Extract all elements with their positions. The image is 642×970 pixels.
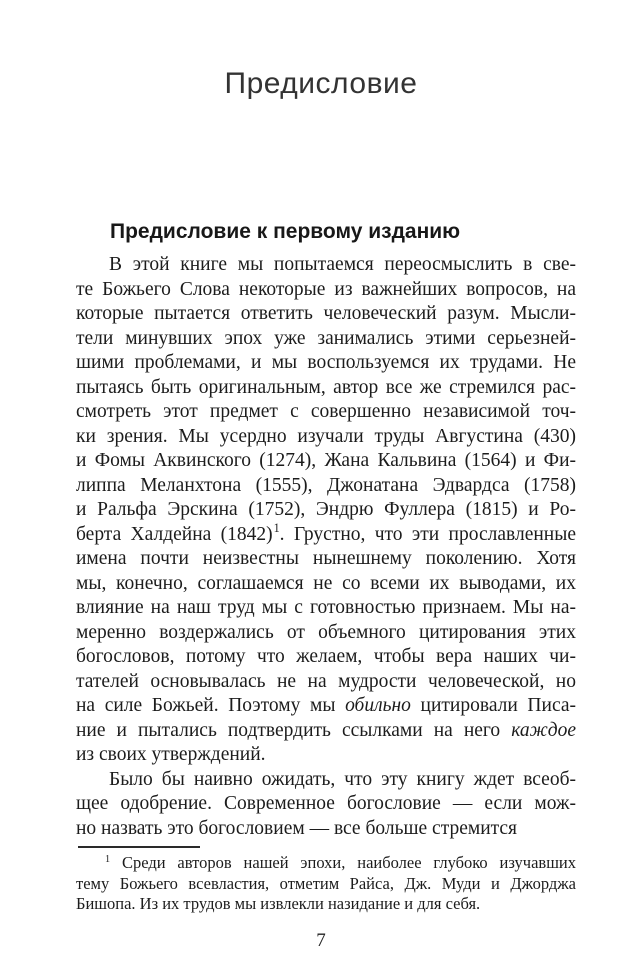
text-line: имена почти неизвестны нынешнему поколению. Хотя	[76, 548, 576, 569]
text-line: на силе Божьей. Поэтому мы обильно цитировали Писа-	[76, 695, 576, 716]
text-line: смотреть этот предмет с совершенно независимой точ-	[76, 401, 576, 422]
footnote	[76, 853, 576, 915]
text-line: мы, конечно, соглашаемся не со всеми их выводами, их	[76, 572, 576, 594]
text-line: пытаясь быть оригинальным, автор все же стремился рас-	[76, 376, 576, 398]
text-line: ние и пытались подтвердить ссылками на него каждое	[76, 719, 576, 741]
text-line: тателей основывалась не на мудрости человеческой, но	[76, 670, 576, 692]
text-line: тему Божьего всевластия, отметим Райса, Дж. Муди и Джорджа	[76, 873, 576, 893]
text-line: меренно воздержались от объемного цитирования этих	[76, 621, 576, 643]
text-line: и Ральфа Эрскина (1752), Эндрю Фуллера (1815) и Ро-	[76, 499, 576, 520]
text-line: В этой книге мы попытаемся переосмыслить в све-	[109, 254, 576, 275]
page-content	[76, 219, 576, 841]
section-heading: Предисловие к первому изданию	[110, 220, 461, 243]
text-line: Бишопа. Из их трудов мы извлекли назидание и для себя.	[76, 894, 481, 914]
text-line: Было бы наивно ожидать, что эту книгу ждет всеоб-	[109, 768, 576, 790]
text-line: щее одобрение. Современное богословие — если мож-	[76, 793, 576, 814]
text-line: которые пытается ответить человеческий разум. Мысли-	[76, 303, 576, 324]
body-text	[76, 253, 576, 841]
text-line: липпа Меланхтона (1555), Джонатана Эдвардса (1758)	[76, 474, 576, 496]
text-line: богословов, потому что желаем, чтобы вера наших чи-	[76, 646, 576, 667]
text-line: из своих утверждений.	[76, 744, 266, 765]
footnote-separator	[78, 846, 200, 848]
text-line: влияние на наш труд мы с готовностью признаем. Мы на-	[76, 597, 576, 618]
text-line: ки зрения. Мы усердно изучали труды Августина (430)	[76, 425, 576, 447]
text-line: но назвать это богословием — все больше стремится	[76, 817, 518, 839]
chapter-title: Предисловие	[224, 67, 418, 100]
text-line: берта Халдейна $(1842)^1$. Грустно, что эти прославленные	[76, 521, 576, 545]
paragraph	[76, 253, 576, 768]
paragraph	[76, 768, 576, 842]
text-line: шими проблемами, и мы воспользуемся их трудами. Не	[76, 352, 576, 373]
text-line: тели минувших эпох уже занимались этими серьезней-	[76, 327, 576, 349]
text-line: $^1$ Среди авторов нашей эпохи, наиболее глубоко изучавших	[105, 853, 576, 872]
text-line: те Божьего Слова некоторые из важнейших вопросов, на	[76, 278, 576, 300]
text-line: и Фомы Аквинского (1274), Жана Кальвина (1564) и Фи-	[76, 450, 576, 471]
page-number: 7	[316, 930, 326, 951]
